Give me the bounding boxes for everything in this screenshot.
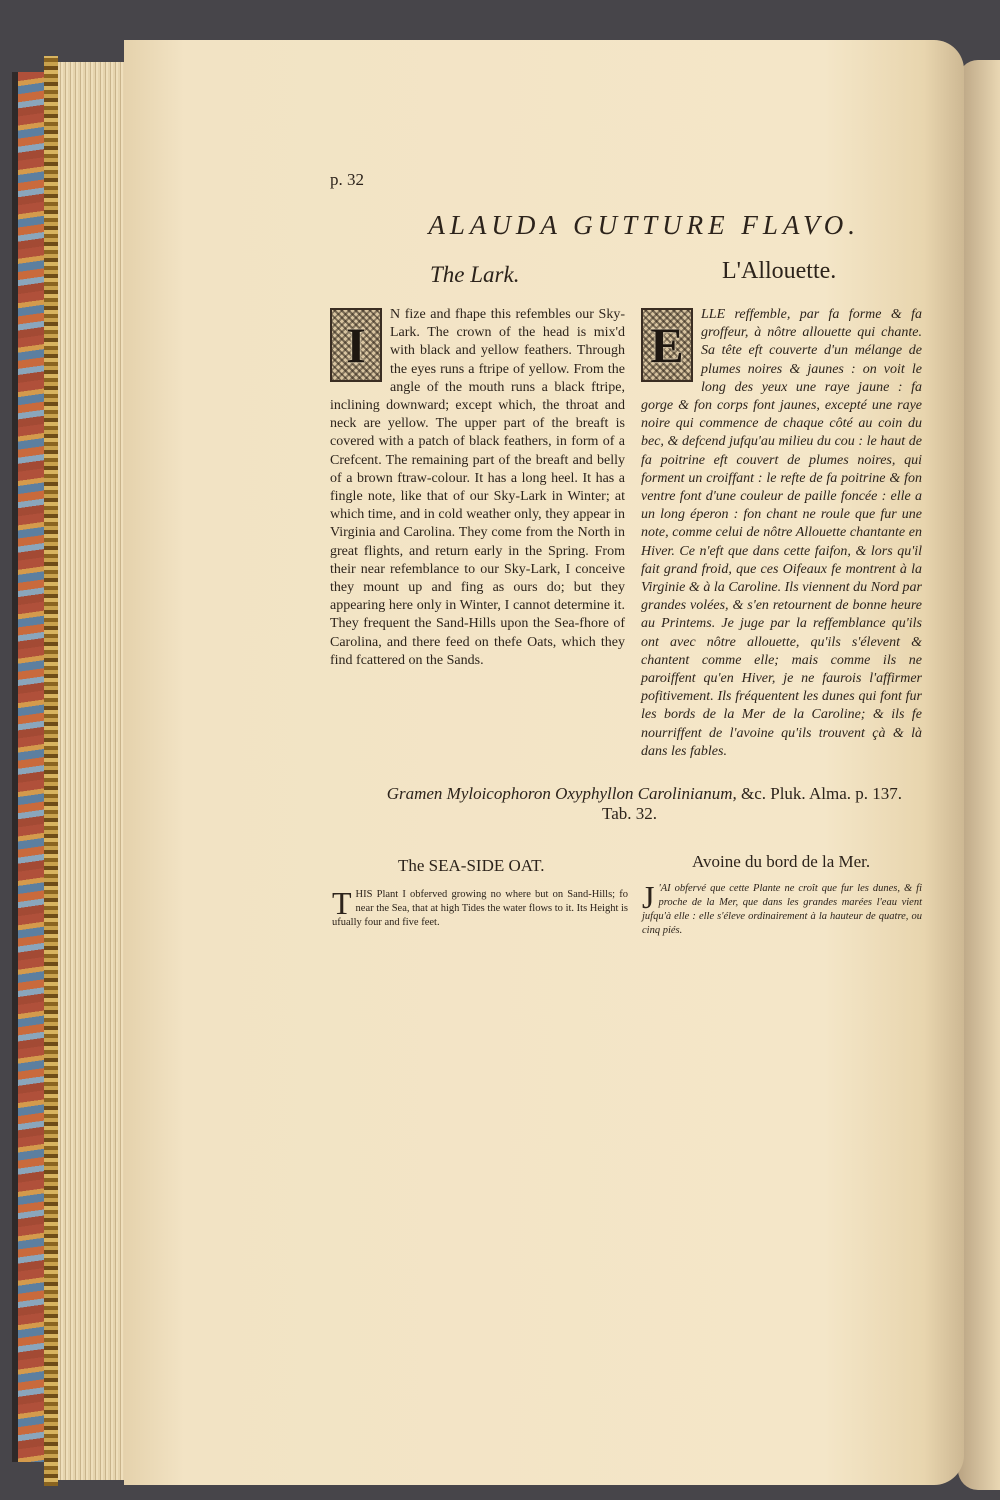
english-text-column: [330, 306, 625, 670]
page-number: p. 32: [330, 170, 364, 189]
initial-letter: T: [332, 885, 352, 921]
page-edges: [58, 62, 126, 1480]
english-heading: The Lark.: [430, 262, 520, 287]
english-body: N fize and fhape this refembles our Sky-Lark. The crown of the head is mix'd with black and yellow feathers. Through the eyes runs a ftripe of yellow. From the angle of the mouth runs a black ftripe, inclining downward; except which, the throat and neck are yellow. The upper part of the breaft is covered with a patch of black feathers, in form of a Crefcent. The remaining part of the breaft and belly of a brown ftraw-colour. It has a long heel. It has a fingle note, like that of our Sky-Lark in Winter; at which time, and in cold weather only, they appear in Virginia and Carolina. They come from the North in great flights, and return early in the Spring. From their near refemblance to our Sky-Lark, I conceive they mount up and fing as ours do; but they appearing here only in Winter, I cannot determine it. They frequent the Sand-Hills upon the Sea-fhore of Carolina, and there feed on thefe Oats, which they find fcattered on the Sands.: [330, 307, 625, 668]
ornamental-initial: I: [330, 308, 382, 382]
plant-citation: [330, 783, 902, 804]
plate-number: Tab. 32.: [602, 804, 657, 823]
oat-french-heading: Avoine du bord de la Mer.: [692, 852, 871, 871]
french-text-column: [641, 306, 922, 761]
oat-french-body: 'AI obfervé que cette Plante ne croît que fur les dunes, & fi proche de la Mer, que dans les grandes marées l'eau vient jufqu'à elle : elle s'éleve ordinairement à la hauteur de quatre, ou cinq piés.: [642, 883, 922, 936]
french-body: LLE reffemble, par fa forme & fa groffeur, à nôtre allouette qui chante. Sa tête eft couverte d'un mélange de plumes noires & jaunes : on voit le long des yeux une raye jaune : fa gorge & fon corps font jaunes, excepté une raye noire qui commence de chaque côté au coin du bec, & defcend jufqu'au milieu du cou : le haut de fa poitrine eft couvert de plumes noires, qui forment un croiffant : le refte de fa poitrine & fon ventre font d'une couleur de paille foncée : elle a un long éperon : fon chant ne roule que fur une note, comme celui de nôtre Allouette chantante en Hiver. Ce n'eft que dans cette faifon, & lors qu'il fait grand froid, que ces Oifeaux fe montrent à la Virginie & à la Caroline. Ils viennent du Nord par grandes volées, & s'en retournent de bonne heure au Printems. Je juge par la reffemblance qu'ils ont avec nôtre allouette, qu'ils s'élevent & chantent comme elle; mais comme ils ne paroiffent qu'en Hiver, je ne faurois l'affirmer pofitivement. Ils fréquentent les dunes qui font fur les bords de la Mer de la Caroline; & ils fe nourriffent de l'avoine qu'ils trouvent çà & là dans les fables.: [641, 307, 922, 759]
plant-reference: &c. Pluk. Alma. p. 137.: [736, 784, 902, 803]
oat-english-body: HIS Plant I obferved growing no where but on Sand-Hills; fo near the Sea, that at high Tides the water flows to it. Its Height is ufually four and five feet.: [332, 889, 628, 928]
oat-english-text: [332, 885, 628, 930]
plant-name: Gramen Myloicophoron Oxyphyllon Carolinianum,: [386, 784, 737, 803]
oat-english-heading: The SEA-SIDE OAT.: [398, 856, 545, 875]
gilt-spine-edge: [44, 56, 58, 1486]
page-title: ALAUDA GUTTURE FLAVO.: [428, 210, 860, 240]
book-page: [124, 40, 964, 1485]
oat-french-text: [642, 879, 922, 938]
french-heading: L'Allouette.: [722, 258, 837, 284]
initial-letter: J: [642, 879, 655, 915]
facing-page-edge: [958, 60, 1000, 1490]
ornamental-initial: E: [641, 308, 693, 382]
